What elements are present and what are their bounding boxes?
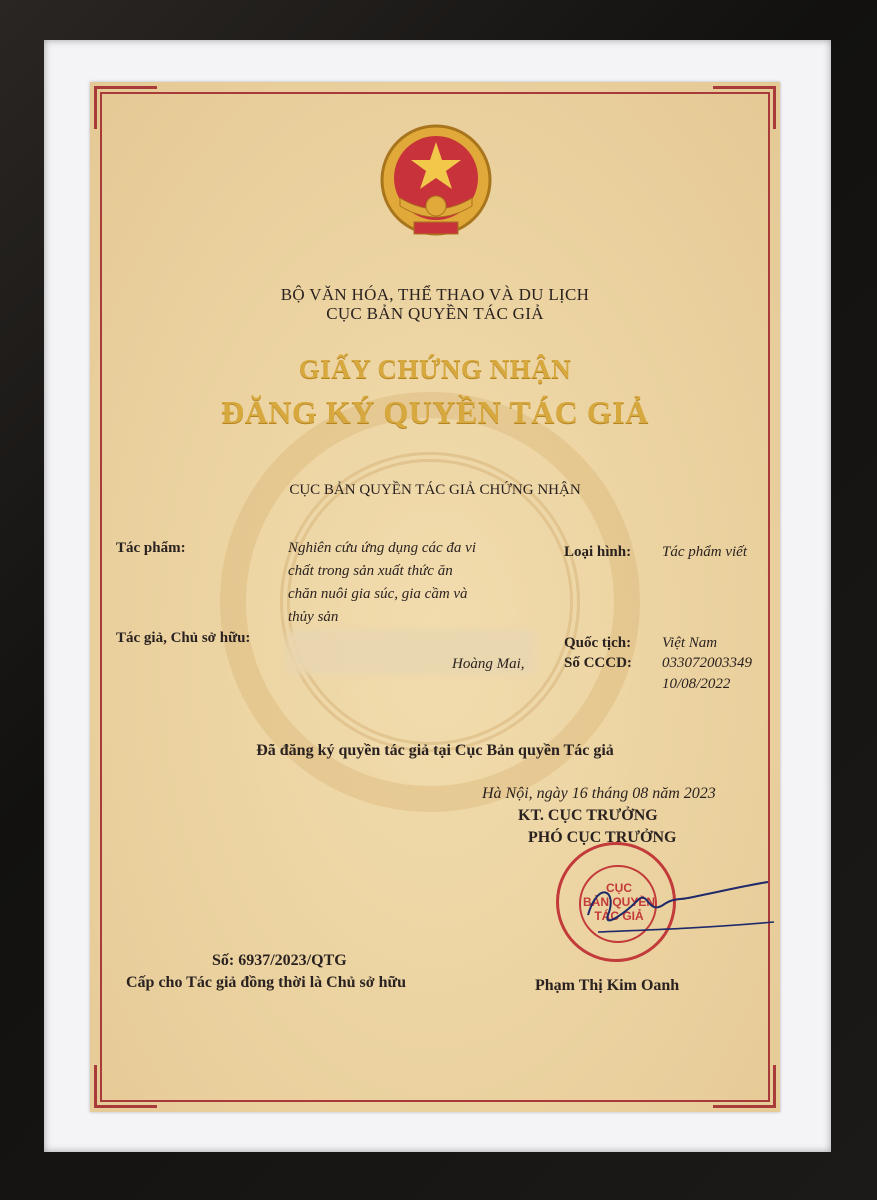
- certifies-statement: CỤC BẢN QUYỀN TÁC GIẢ CHỨNG NHẬN: [289, 482, 581, 498]
- corner-ornament: [713, 86, 776, 129]
- registered-statement: Đã đăng ký quyền tác giả tại Cục Bản quyền Tác giả: [256, 742, 614, 759]
- type-value: Tác phẩm viết: [662, 544, 747, 560]
- corner-ornament: [94, 1065, 157, 1108]
- nationality-label: Quốc tịch:: [564, 635, 632, 651]
- nationality-value: Việt Nam: [662, 635, 718, 651]
- on-behalf-title: KT. CỤC TRƯỞNG: [518, 807, 658, 824]
- type-label: Loại hình:: [564, 544, 632, 560]
- department-name: CỤC BẢN QUYỀN TÁC GIẢ: [326, 304, 544, 323]
- signer-position: PHÓ CỤC TRƯỞNG: [528, 829, 677, 846]
- corner-ornament: [94, 86, 157, 129]
- work-title-line: chất trong sản xuất thức ăn: [288, 563, 453, 579]
- author-address-partial: Hoàng Mai,: [452, 656, 525, 672]
- corner-ornament: [713, 1065, 776, 1108]
- certificate: [90, 82, 780, 1112]
- work-label: Tác phẩm:: [116, 540, 186, 556]
- national-emblem-icon: [376, 120, 496, 250]
- issued-to: Cấp cho Tác giả đồng thời là Chủ sở hữu: [126, 974, 406, 991]
- id-card-number: 033072003349: [662, 655, 752, 671]
- signature: [578, 870, 778, 950]
- work-title-line: thủy sản: [288, 609, 339, 625]
- certificate-title-line2: ĐĂNG KÝ QUYỀN TÁC GIẢ: [221, 394, 649, 430]
- id-card-label: Số CCCD:: [564, 655, 632, 671]
- stamp-line: TÁC GIẢ: [594, 909, 644, 923]
- certificate-number: Số: 6937/2023/QTG: [212, 952, 347, 969]
- author-label: Tác giả, Chủ sở hữu:: [116, 630, 251, 646]
- stamp-line: CỤC: [606, 881, 632, 895]
- certificate-title-line1: GIẤY CHỨNG NHẬN: [298, 354, 572, 384]
- stamp-line: BẢN QUYỀN: [582, 895, 655, 909]
- id-card-date: 10/08/2022: [662, 676, 731, 692]
- work-title-line: chăn nuôi gia súc, gia cầm và: [288, 586, 468, 602]
- ministry-name: BỘ VĂN HÓA, THỂ THAO VÀ DU LỊCH: [280, 285, 590, 304]
- work-title-line: Nghiên cứu ứng dụng các đa vi: [288, 540, 476, 556]
- signer-name: Phạm Thị Kim Oanh: [535, 977, 680, 994]
- place-date: Hà Nội, ngày 16 tháng 08 năm 2023: [482, 785, 716, 802]
